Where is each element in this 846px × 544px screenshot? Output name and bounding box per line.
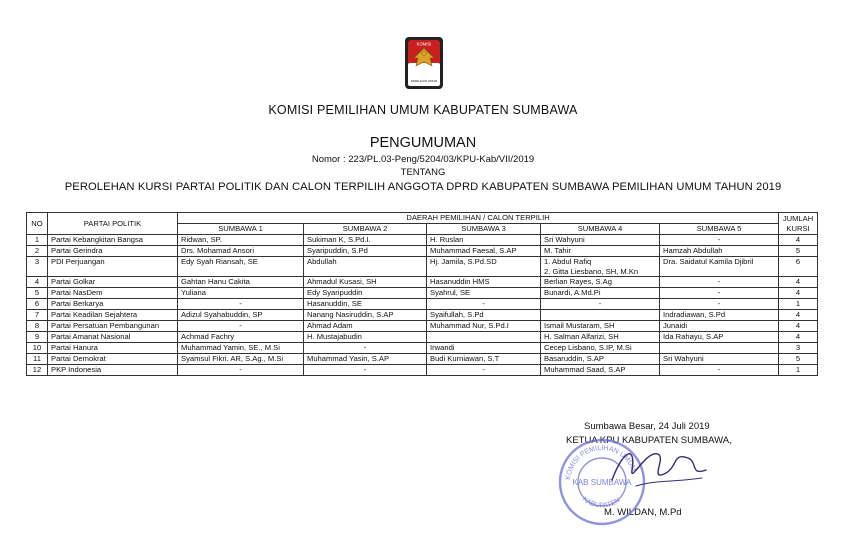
table-row [27, 332, 818, 343]
cell-s3: Muhammad Faesal, S.AP [427, 246, 541, 257]
table-row [27, 343, 818, 354]
cell-no: 3 [27, 257, 48, 277]
signer-name: M. WILDAN, M.Pd [604, 507, 682, 518]
table-row [27, 235, 818, 246]
cell-s2: Abdullah [304, 257, 427, 277]
stamp-inner-text: KAB SUMBAWA [572, 478, 632, 487]
cell-no: 10 [27, 343, 48, 354]
cell-s3: Syahrul, SE [427, 288, 541, 299]
cell-s4: M. Tahir [541, 246, 660, 257]
cell-partai: Partai Amanat Nasional [48, 332, 178, 343]
cell-s3: Irwandi [427, 343, 541, 354]
organization-title: KOMISI PEMILIHAN UMUM KABUPATEN SUMBAWA [268, 103, 578, 117]
table-row [27, 288, 818, 299]
cell-s5 [660, 343, 779, 354]
cell-s1: Gahtan Hanu Cakita [178, 277, 304, 288]
cell-partai: Partai Golkar [48, 277, 178, 288]
stamp-outer-text: KOMISI PEMILIHAN UMUM [565, 444, 638, 481]
cell-s5: Junaidi [660, 321, 779, 332]
cell-s4: Muhammad Saad, S.AP [541, 365, 660, 376]
cell-s4: Ismail Mustaram, SH [541, 321, 660, 332]
cell-s2: Hasanuddin, SE [304, 299, 427, 310]
cell-partai: PKP Indonesia [48, 365, 178, 376]
cell-s1: - [178, 299, 304, 310]
place-date: Sumbawa Besar, 24 Juli 2019 [584, 421, 710, 432]
header-daerah: DAERAH PEMILIHAN / CALON TERPILIH [178, 213, 779, 224]
cell-kursi: 4 [779, 277, 818, 288]
cell-no: 4 [27, 277, 48, 288]
cell-no: 12 [27, 365, 48, 376]
cell-s3: Hj. Jamila, S.Pd.SD [427, 257, 541, 277]
header-dapil-5: SUMBAWA 5 [660, 224, 779, 235]
cell-s1: - [178, 321, 304, 332]
cell-s2: Ahmad Adam [304, 321, 427, 332]
results-table [26, 212, 818, 376]
cell-partai: Partai Kebangkitan Bangsa [48, 235, 178, 246]
cell-partai: Partai Persatuan Pembangunan [48, 321, 178, 332]
cell-no: 1 [27, 235, 48, 246]
cell-s3 [427, 332, 541, 343]
cell-s1: Ridwan, SP. [178, 235, 304, 246]
cell-s4: Bunardi, A.Md.Pi [541, 288, 660, 299]
cell-kursi: 4 [779, 321, 818, 332]
announcement-subject: PEROLEHAN KURSI PARTAI POLITIK DAN CALON TERPILIH ANGGOTA DPRD KABUPATEN SUMBAWA PEMILIHAN UMUM TAHUN 2019 [64, 181, 782, 193]
table-row [27, 365, 818, 376]
cell-s3: Muhammad Nur, S.Pd.I [427, 321, 541, 332]
cell-s1: Achmad Fachry [178, 332, 304, 343]
svg-text:KABUPATEN [581, 496, 622, 510]
cell-s2: Syaripuddin, S.Pd [304, 246, 427, 257]
cell-no: 5 [27, 288, 48, 299]
cell-s5: - [660, 365, 779, 376]
cell-s5: Indradiawan, S.Pd [660, 310, 779, 321]
table-row [27, 246, 818, 257]
cell-line: 2. Gitta Liesbano, SH, M.Kn [544, 266, 639, 276]
cell-s5: Ida Rahayu, S.AP [660, 332, 779, 343]
cell-kursi: 4 [779, 235, 818, 246]
cell-no: 8 [27, 321, 48, 332]
cell-s1: Drs. Mohamad Ansori [178, 246, 304, 257]
cell-partai: Partai Demokrat [48, 354, 178, 365]
cell-s4: Sri Wahyuni [541, 235, 660, 246]
cell-line: 1. Abdul Rafiq [544, 257, 592, 266]
header-dapil-1: SUMBAWA 1 [178, 224, 304, 235]
table-row [27, 354, 818, 365]
cell-s1: - [178, 365, 304, 376]
cell-s5: - [660, 277, 779, 288]
cell-s4: Basaruddin, S.AP [541, 354, 660, 365]
cell-no: 9 [27, 332, 48, 343]
cell-partai: Partai Berkarya [48, 299, 178, 310]
about-label: TENTANG [400, 167, 446, 178]
cell-s3: - [427, 299, 541, 310]
table-row [27, 257, 818, 277]
stamp-bottom-text: KABUPATEN [580, 495, 622, 510]
cell-s2: Nanang Nasiruddin, S.AP [304, 310, 427, 321]
cell-s5: Hamzah Abdullah [660, 246, 779, 257]
cell-s2: Muhammad Yasin, S.AP [304, 354, 427, 365]
cell-s2: Edy Syaripuddin [304, 288, 427, 299]
header-dapil-3: SUMBAWA 3 [427, 224, 541, 235]
cell-s3: - [427, 365, 541, 376]
cell-s4: - [541, 299, 660, 310]
logo-top-text: KOMISI [416, 41, 432, 47]
cell-s4: Berlian Rayes, S.Ag [541, 277, 660, 288]
cell-no: 11 [27, 354, 48, 365]
cell-s4: Cecep Lisbano, S.IP, M.Si [541, 343, 660, 354]
table-row [27, 299, 818, 310]
cell-kursi: 4 [779, 310, 818, 321]
cell-partai: Partai Keadilan Sejahtera [48, 310, 178, 321]
cell-s1: Syamsul Fikri. AR, S.Ag., M.Si [178, 354, 304, 365]
cell-kursi: 1 [779, 365, 818, 376]
cell-s1: Muhammad Yamin, SE., M.Si [178, 343, 304, 354]
cell-partai: Partai Hanura [48, 343, 178, 354]
cell-no: 6 [27, 299, 48, 310]
logo-bottom-text: PEMILIHAN UMUM [410, 79, 438, 83]
cell-s2: H. Mustajabudin [304, 332, 427, 343]
cell-kursi: 5 [779, 246, 818, 257]
cell-s3: Syaifullah, S.Pd [427, 310, 541, 321]
cell-kursi: 4 [779, 288, 818, 299]
cell-s4 [541, 257, 660, 277]
cell-s5: - [660, 288, 779, 299]
header-dapil-4: SUMBAWA 4 [541, 224, 660, 235]
cell-s3: Budi Kurniawan, S.T [427, 354, 541, 365]
header-partai: PARTAI POLITIK [48, 213, 178, 235]
cell-s1: Yuliana [178, 288, 304, 299]
cell-s5: Sri Wahyuni [660, 354, 779, 365]
header-jumlah-kursi [779, 213, 818, 235]
cell-s1: Edy Syah Riansah, SE [178, 257, 304, 277]
cell-kursi: 6 [779, 257, 818, 277]
cell-kursi: 5 [779, 354, 818, 365]
signer-role: KETUA KPU KABUPATEN SUMBAWA, [566, 435, 732, 446]
cell-s2: - [304, 343, 427, 354]
header-jumlah-line1: JUMLAH [782, 213, 814, 223]
cell-partai: PDI Perjuangan [48, 257, 178, 277]
cell-s5: Dra. Saidatul Kamila Djibril [660, 257, 779, 277]
announcement-title: PENGUMUMAN [369, 135, 477, 151]
header-jumlah-line2: KURSI [786, 223, 810, 233]
cell-s3: Hasanuddin HMS [427, 277, 541, 288]
table-row [27, 277, 818, 288]
table-row [27, 321, 818, 332]
cell-s3: H. Ruslan [427, 235, 541, 246]
cell-s4 [541, 310, 660, 321]
cell-s5: - [660, 235, 779, 246]
cell-no: 7 [27, 310, 48, 321]
cell-kursi: 4 [779, 332, 818, 343]
cell-partai: Partai Gerindra [48, 246, 178, 257]
table-row [27, 310, 818, 321]
cell-s1: Adizul Syahabuddin, SP [178, 310, 304, 321]
cell-s2: Ahmadul Kusasi, SH [304, 277, 427, 288]
header-dapil-2: SUMBAWA 2 [304, 224, 427, 235]
header-no: NO [27, 213, 48, 235]
cell-s5: - [660, 299, 779, 310]
handwritten-signature [606, 440, 716, 496]
cell-s2: Sukiman K, S.Pd.I. [304, 235, 427, 246]
cell-kursi: 3 [779, 343, 818, 354]
cell-s4: H. Salman Alfarizi, SH [541, 332, 660, 343]
cell-no: 2 [27, 246, 48, 257]
document-number: Nomor : 223/PL.03-Peng/5204/03/KPU-Kab/VII/2019 [311, 154, 535, 165]
kpu-logo [404, 36, 444, 90]
cell-partai: Partai NasDem [48, 288, 178, 299]
cell-kursi: 1 [779, 299, 818, 310]
cell-s2: - [304, 365, 427, 376]
